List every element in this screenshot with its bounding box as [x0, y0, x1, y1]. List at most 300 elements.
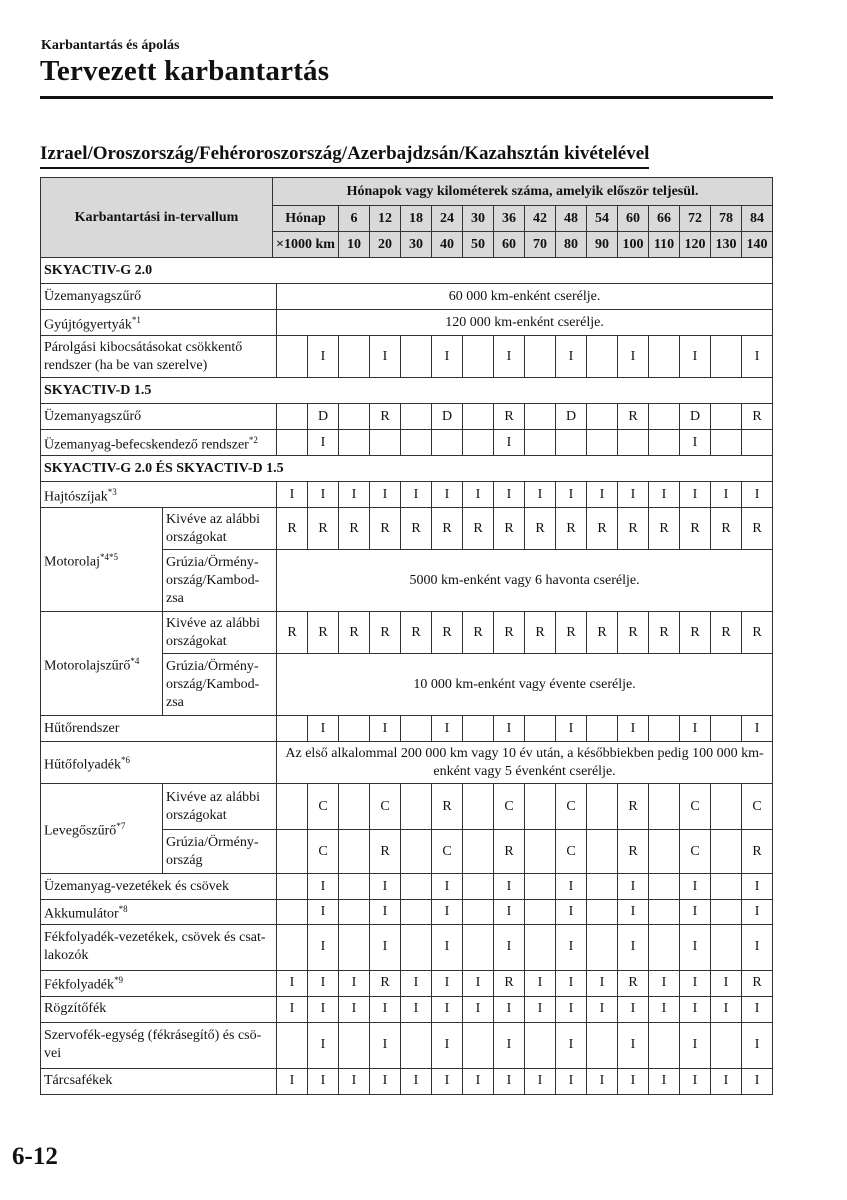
- schedule-cell: [525, 1022, 556, 1068]
- schedule-cell: [649, 1022, 680, 1068]
- schedule-cell: [525, 336, 556, 378]
- schedule-cell: I: [494, 924, 525, 970]
- km-header: 50: [463, 232, 494, 258]
- schedule-cell: I: [494, 996, 525, 1022]
- schedule-cell: R: [494, 404, 525, 430]
- schedule-cell: I: [649, 996, 680, 1022]
- schedule-cell: [463, 1022, 494, 1068]
- schedule-cell: [463, 336, 494, 378]
- schedule-cell: I: [308, 482, 339, 508]
- item-label-text: Üzemanyagszűrő: [44, 288, 142, 304]
- schedule-cell: I: [649, 482, 680, 508]
- month-header: 6: [339, 206, 370, 232]
- interval-note: 120 000 km-enként cserélje.: [277, 310, 773, 336]
- region-label: Grúzia/Örmény-ország/Kambod-zsa: [163, 654, 277, 716]
- schedule-cell: [463, 874, 494, 900]
- schedule-cell: [587, 924, 618, 970]
- month-header: 66: [649, 206, 680, 232]
- schedule-cell: I: [370, 874, 401, 900]
- month-header: 72: [680, 206, 711, 232]
- schedule-cell: [401, 430, 432, 456]
- schedule-cell: I: [494, 482, 525, 508]
- schedule-cell: [649, 924, 680, 970]
- item-label: [41, 1068, 277, 1094]
- schedule-cell: I: [525, 970, 556, 996]
- footnote-marker: *6: [120, 754, 130, 765]
- schedule-cell: [649, 784, 680, 830]
- schedule-cell: I: [308, 336, 339, 378]
- schedule-cell: I: [556, 900, 587, 925]
- item-label: [41, 430, 277, 456]
- schedule-cell: C: [308, 784, 339, 830]
- schedule-cell: R: [277, 508, 308, 550]
- schedule-cell: R: [680, 612, 711, 654]
- schedule-cell: I: [618, 900, 649, 925]
- item-label: [41, 742, 277, 784]
- schedule-cell: [339, 430, 370, 456]
- schedule-cell: I: [401, 996, 432, 1022]
- schedule-cell: C: [742, 784, 773, 830]
- month-header: 18: [401, 206, 432, 232]
- schedule-cell: [711, 716, 742, 742]
- schedule-cell: I: [370, 716, 401, 742]
- footnote-marker: *2: [248, 434, 258, 445]
- schedule-cell: I: [618, 924, 649, 970]
- schedule-cell: [711, 404, 742, 430]
- schedule-cell: I: [742, 924, 773, 970]
- schedule-cell: I: [432, 924, 463, 970]
- footnote-marker: *8: [118, 904, 128, 914]
- schedule-cell: R: [742, 970, 773, 996]
- schedule-cell: D: [432, 404, 463, 430]
- schedule-cell: [649, 874, 680, 900]
- schedule-cell: R: [463, 612, 494, 654]
- schedule-cell: I: [618, 336, 649, 378]
- schedule-cell: D: [680, 404, 711, 430]
- schedule-cell: I: [277, 970, 308, 996]
- schedule-cell: [711, 430, 742, 456]
- schedule-cell: R: [618, 612, 649, 654]
- schedule-cell: [525, 924, 556, 970]
- schedule-cell: [277, 924, 308, 970]
- item-label-text: Akkumulátor: [44, 906, 119, 922]
- schedule-cell: [463, 404, 494, 430]
- schedule-cell: R: [525, 508, 556, 550]
- schedule-cell: I: [587, 482, 618, 508]
- schedule-cell: [711, 336, 742, 378]
- schedule-cell: I: [742, 1068, 773, 1094]
- schedule-cell: I: [587, 970, 618, 996]
- schedule-cell: R: [618, 784, 649, 830]
- schedule-cell: I: [556, 482, 587, 508]
- page-title: Tervezett karbantartás: [40, 55, 330, 87]
- schedule-cell: I: [401, 1068, 432, 1094]
- schedule-cell: I: [711, 970, 742, 996]
- schedule-cell: R: [556, 508, 587, 550]
- schedule-cell: I: [742, 336, 773, 378]
- schedule-cell: I: [370, 924, 401, 970]
- interval-note: 5000 km-enként vagy 6 havonta cserélje.: [277, 550, 773, 612]
- item-label-text: Motorolajszűrő: [44, 658, 131, 674]
- schedule-cell: R: [339, 508, 370, 550]
- schedule-cell: [277, 716, 308, 742]
- schedule-cell: I: [742, 900, 773, 925]
- km-header: 40: [432, 232, 463, 258]
- schedule-cell: I: [494, 900, 525, 925]
- item-label: [41, 970, 277, 996]
- schedule-cell: R: [494, 508, 525, 550]
- month-header: 48: [556, 206, 587, 232]
- interval-note: 60 000 km-enként cserélje.: [277, 284, 773, 310]
- schedule-cell: R: [494, 612, 525, 654]
- schedule-cell: I: [742, 874, 773, 900]
- schedule-cell: [401, 336, 432, 378]
- schedule-cell: R: [742, 404, 773, 430]
- schedule-cell: I: [618, 1022, 649, 1068]
- schedule-cell: I: [308, 716, 339, 742]
- schedule-cell: R: [587, 508, 618, 550]
- schedule-cell: I: [556, 970, 587, 996]
- schedule-cell: I: [339, 482, 370, 508]
- schedule-cell: [649, 336, 680, 378]
- schedule-cell: [587, 784, 618, 830]
- item-label: [41, 924, 277, 970]
- schedule-cell: I: [742, 716, 773, 742]
- schedule-cell: [339, 716, 370, 742]
- item-label-text: Hajtószíjak: [44, 489, 108, 505]
- schedule-cell: R: [370, 970, 401, 996]
- item-label-text: Tárcsafékek: [44, 1073, 113, 1089]
- schedule-cell: I: [432, 874, 463, 900]
- schedule-cell: I: [680, 482, 711, 508]
- schedule-cell: [339, 784, 370, 830]
- schedule-cell: I: [277, 1068, 308, 1094]
- item-label: [41, 784, 163, 874]
- km-header: 80: [556, 232, 587, 258]
- schedule-cell: I: [494, 1068, 525, 1094]
- schedule-cell: R: [432, 784, 463, 830]
- schedule-cell: I: [680, 970, 711, 996]
- schedule-cell: I: [618, 1068, 649, 1094]
- schedule-cell: I: [618, 874, 649, 900]
- schedule-cell: R: [401, 508, 432, 550]
- schedule-cell: I: [308, 874, 339, 900]
- interval-header: Karbantartási in-tervallum: [41, 178, 273, 258]
- schedule-cell: [525, 874, 556, 900]
- item-label-text: Hűtőrendszer: [44, 720, 120, 736]
- schedule-cell: I: [649, 1068, 680, 1094]
- schedule-cell: I: [711, 482, 742, 508]
- km-header: 140: [742, 232, 773, 258]
- schedule-cell: C: [680, 784, 711, 830]
- schedule-cell: [277, 900, 308, 925]
- schedule-cell: R: [742, 612, 773, 654]
- schedule-cell: I: [339, 970, 370, 996]
- region-label: Kivéve az alábbi országokat: [163, 612, 277, 654]
- schedule-cell: [463, 784, 494, 830]
- schedule-cell: I: [308, 996, 339, 1022]
- schedule-cell: R: [618, 830, 649, 874]
- schedule-cell: R: [649, 508, 680, 550]
- schedule-cell: I: [525, 1068, 556, 1094]
- km-header: 130: [711, 232, 742, 258]
- schedule-cell: I: [556, 716, 587, 742]
- region-label: Kivéve az alábbi országokat: [163, 508, 277, 550]
- schedule-cell: R: [494, 970, 525, 996]
- schedule-cell: I: [556, 1068, 587, 1094]
- schedule-cell: R: [370, 508, 401, 550]
- schedule-cell: R: [711, 508, 742, 550]
- item-label-text: Üzemanyag-vezetékek és csövek: [44, 878, 230, 894]
- schedule-cell: I: [680, 924, 711, 970]
- schedule-cell: [401, 874, 432, 900]
- schedule-cell: I: [432, 900, 463, 925]
- item-label: [41, 996, 277, 1022]
- footnote-marker: *9: [113, 975, 123, 986]
- km-header: 100: [618, 232, 649, 258]
- month-header: 24: [432, 206, 463, 232]
- schedule-cell: R: [370, 404, 401, 430]
- km-label: ×1000 km: [273, 232, 339, 258]
- schedule-cell: [401, 404, 432, 430]
- schedule-cell: [277, 404, 308, 430]
- schedule-cell: R: [401, 612, 432, 654]
- schedule-cell: I: [618, 482, 649, 508]
- schedule-cell: I: [680, 900, 711, 925]
- schedule-cell: R: [370, 830, 401, 874]
- schedule-cell: R: [649, 612, 680, 654]
- schedule-cell: [463, 900, 494, 925]
- schedule-cell: [463, 830, 494, 874]
- schedule-cell: I: [587, 996, 618, 1022]
- schedule-cell: [277, 430, 308, 456]
- schedule-cell: I: [711, 996, 742, 1022]
- schedule-cell: D: [556, 404, 587, 430]
- km-header: 30: [401, 232, 432, 258]
- schedule-cell: [711, 1022, 742, 1068]
- item-label-text: Rögzítőfék: [44, 1001, 107, 1017]
- schedule-cell: I: [401, 970, 432, 996]
- schedule-cell: I: [680, 336, 711, 378]
- schedule-cell: I: [742, 996, 773, 1022]
- schedule-cell: [587, 716, 618, 742]
- schedule-cell: I: [339, 996, 370, 1022]
- schedule-cell: I: [308, 430, 339, 456]
- schedule-cell: C: [680, 830, 711, 874]
- schedule-cell: I: [680, 996, 711, 1022]
- schedule-cell: [277, 830, 308, 874]
- schedule-cell: I: [556, 924, 587, 970]
- item-label: [41, 508, 163, 612]
- schedule-cell: [463, 716, 494, 742]
- schedule-cell: I: [680, 874, 711, 900]
- schedule-cell: R: [680, 508, 711, 550]
- engine-section-header: SKYACTIV-D 1.5: [41, 378, 773, 404]
- schedule-cell: I: [370, 900, 401, 925]
- km-header: 90: [587, 232, 618, 258]
- schedule-cell: I: [680, 1022, 711, 1068]
- schedule-cell: [587, 900, 618, 925]
- item-label: [41, 874, 277, 900]
- schedule-cell: I: [494, 430, 525, 456]
- item-label: [41, 404, 277, 430]
- schedule-cell: R: [277, 612, 308, 654]
- schedule-cell: [525, 900, 556, 925]
- schedule-cell: I: [432, 336, 463, 378]
- engine-section-header: SKYACTIV-G 2.0 ÉS SKYACTIV-D 1.5: [41, 456, 773, 482]
- item-label: [41, 336, 277, 378]
- footnote-marker: *4: [130, 655, 140, 666]
- schedule-cell: I: [649, 970, 680, 996]
- schedule-cell: I: [370, 1068, 401, 1094]
- schedule-cell: I: [277, 482, 308, 508]
- month-header: 84: [742, 206, 773, 232]
- schedule-cell: [587, 830, 618, 874]
- item-label-text: Szervofék-egység (fékrásegítő) és csö-vei: [44, 1028, 262, 1062]
- month-header: 54: [587, 206, 618, 232]
- schedule-cell: [649, 430, 680, 456]
- item-label: [41, 284, 277, 310]
- schedule-cell: I: [556, 1022, 587, 1068]
- engine-section-header: SKYACTIV-G 2.0: [41, 258, 773, 284]
- schedule-cell: R: [742, 508, 773, 550]
- schedule-cell: I: [494, 874, 525, 900]
- schedule-cell: [711, 874, 742, 900]
- schedule-cell: R: [525, 612, 556, 654]
- month-header: 12: [370, 206, 401, 232]
- table-subtitle: Izrael/Oroszország/Fehéroroszország/Azerbajdzsán/Kazahsztán kivételével: [40, 143, 649, 169]
- schedule-cell: I: [556, 874, 587, 900]
- schedule-cell: I: [525, 996, 556, 1022]
- schedule-cell: R: [618, 404, 649, 430]
- schedule-cell: I: [618, 716, 649, 742]
- item-label: [41, 716, 277, 742]
- item-label: [41, 612, 163, 716]
- schedule-cell: I: [277, 996, 308, 1022]
- schedule-cell: I: [680, 430, 711, 456]
- schedule-cell: I: [711, 1068, 742, 1094]
- interval-note: 10 000 km-enként vagy évente cserélje.: [277, 654, 773, 716]
- month-header: 36: [494, 206, 525, 232]
- schedule-cell: [587, 1022, 618, 1068]
- item-label-text: Hűtőfolyadék: [44, 757, 121, 773]
- region-label: Grúzia/Örmény-ország/Kambod-zsa: [163, 550, 277, 612]
- schedule-cell: C: [308, 830, 339, 874]
- schedule-cell: [618, 430, 649, 456]
- schedule-cell: I: [308, 970, 339, 996]
- schedule-cell: [401, 716, 432, 742]
- page-number: 6-12: [12, 1143, 58, 1170]
- schedule-cell: [649, 716, 680, 742]
- schedule-cell: I: [339, 1068, 370, 1094]
- km-header: 20: [370, 232, 401, 258]
- schedule-cell: I: [463, 970, 494, 996]
- schedule-cell: I: [680, 1068, 711, 1094]
- title-rule: [40, 96, 773, 99]
- schedule-cell: [742, 430, 773, 456]
- schedule-cell: [649, 900, 680, 925]
- schedule-cell: I: [308, 1022, 339, 1068]
- month-header: 78: [711, 206, 742, 232]
- schedule-cell: [401, 784, 432, 830]
- schedule-cell: R: [618, 508, 649, 550]
- schedule-cell: [401, 924, 432, 970]
- month-header: 42: [525, 206, 556, 232]
- schedule-cell: I: [308, 924, 339, 970]
- schedule-cell: [339, 900, 370, 925]
- schedule-cell: I: [494, 1022, 525, 1068]
- schedule-cell: [339, 336, 370, 378]
- schedule-cell: I: [432, 1022, 463, 1068]
- schedule-cell: [401, 900, 432, 925]
- schedule-cell: D: [308, 404, 339, 430]
- schedule-cell: [556, 430, 587, 456]
- schedule-cell: R: [339, 612, 370, 654]
- item-label-text: Motorolaj: [44, 554, 100, 570]
- schedule-cell: I: [308, 900, 339, 925]
- footnote-marker: *1: [131, 314, 141, 325]
- schedule-cell: [277, 336, 308, 378]
- schedule-cell: [711, 924, 742, 970]
- schedule-cell: [525, 404, 556, 430]
- schedule-cell: R: [308, 508, 339, 550]
- schedule-cell: I: [370, 996, 401, 1022]
- schedule-cell: I: [494, 336, 525, 378]
- schedule-cell: I: [556, 336, 587, 378]
- item-label: [41, 1022, 277, 1068]
- schedule-cell: R: [556, 612, 587, 654]
- span-header: Hónapok vagy kilométerek száma, amelyik először teljesül.: [273, 178, 773, 206]
- schedule-cell: I: [401, 482, 432, 508]
- schedule-cell: [525, 830, 556, 874]
- schedule-cell: R: [711, 612, 742, 654]
- schedule-cell: R: [494, 830, 525, 874]
- schedule-cell: [339, 830, 370, 874]
- region-label: Grúzia/Örmény-ország: [163, 830, 277, 874]
- schedule-cell: I: [370, 336, 401, 378]
- schedule-cell: [277, 1022, 308, 1068]
- schedule-cell: [587, 874, 618, 900]
- km-header: 70: [525, 232, 556, 258]
- schedule-cell: C: [494, 784, 525, 830]
- schedule-cell: I: [432, 716, 463, 742]
- schedule-cell: [277, 784, 308, 830]
- schedule-cell: R: [432, 508, 463, 550]
- maintenance-table: [40, 177, 773, 1095]
- schedule-cell: [370, 430, 401, 456]
- schedule-cell: I: [463, 482, 494, 508]
- schedule-cell: I: [742, 1022, 773, 1068]
- schedule-cell: [339, 874, 370, 900]
- schedule-cell: I: [432, 482, 463, 508]
- interval-note: Az első alkalommal 200 000 km vagy 10 év után, a későbbiekben pedig 100 000 km-enként vagy 5 évenként cserélje.: [277, 742, 773, 784]
- schedule-cell: I: [463, 1068, 494, 1094]
- schedule-cell: [463, 430, 494, 456]
- item-label: [41, 310, 277, 336]
- schedule-cell: R: [308, 612, 339, 654]
- schedule-cell: [401, 1022, 432, 1068]
- item-label-text: Gyújtógyertyák: [44, 317, 132, 333]
- schedule-cell: I: [742, 482, 773, 508]
- schedule-cell: [587, 336, 618, 378]
- footnote-marker: *3: [107, 486, 117, 497]
- schedule-cell: [525, 784, 556, 830]
- km-header: 60: [494, 232, 525, 258]
- region-label: Kivéve az alábbi országokat: [163, 784, 277, 830]
- schedule-cell: R: [370, 612, 401, 654]
- schedule-cell: I: [587, 1068, 618, 1094]
- km-header: 120: [680, 232, 711, 258]
